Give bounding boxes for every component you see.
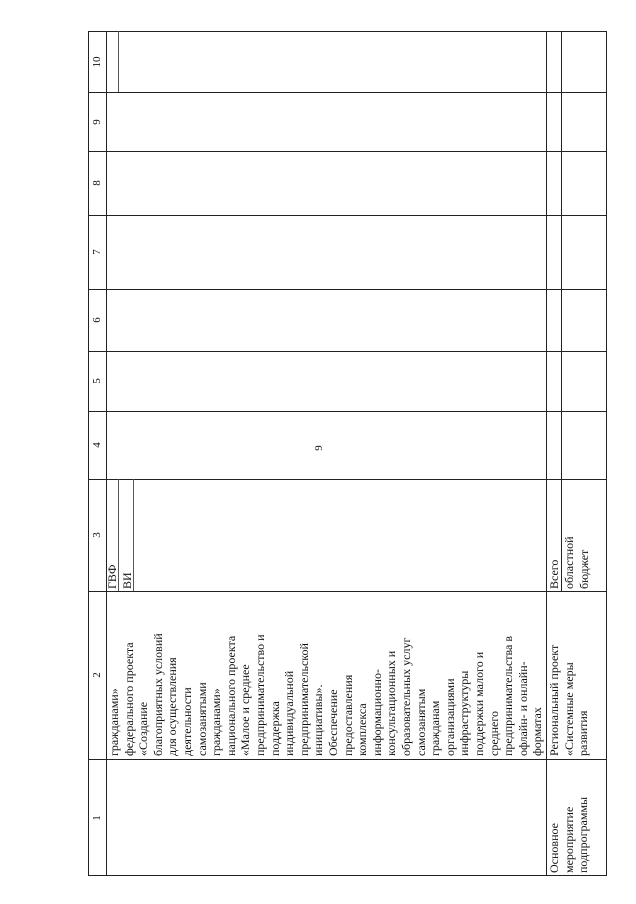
row1-col3-item: ГВФ — [105, 564, 119, 589]
row2-sub-sep — [561, 31, 562, 592]
page-number: 9 — [313, 445, 325, 451]
col-sep-4-5 — [88, 411, 607, 412]
row1-col2-line: информационно- — [369, 669, 384, 756]
row1-col2-line: инфраструктуры — [457, 670, 472, 756]
table-border-left-side — [88, 875, 607, 876]
row1-col2-line: гражданами» — [107, 688, 121, 756]
row2-col3-total: Всего — [547, 559, 561, 589]
header-col-8: 8 — [91, 180, 103, 186]
row2-col1-line: подпрограммы — [576, 796, 590, 873]
row2-col3-regional-budget: областной — [562, 536, 576, 589]
row1-col2-line: «Создание — [136, 701, 151, 756]
row1-col2-line: среднего — [486, 711, 501, 756]
row1-col2-line: Обеспечение — [326, 689, 340, 756]
header-col-1: 1 — [91, 815, 103, 821]
row1-col2-line: организациями — [442, 678, 457, 756]
row1-col2-line: образовательных услуг — [399, 637, 413, 756]
row1-col2-line: поддержки малого и — [472, 651, 486, 756]
row1-col2-line: предпринимательство и — [253, 634, 267, 756]
col-sep-8-9 — [88, 151, 607, 152]
col-sep-6-7 — [88, 289, 607, 290]
row1-col2-line: консультационных и — [384, 650, 399, 756]
row1-col2-line: деятельности — [180, 687, 194, 756]
row1-col2-line: федерального проекта — [121, 642, 136, 756]
row1-col2-line: офлайн- и онлайн- — [515, 661, 530, 756]
row1-col2-line: самозанятыми — [194, 682, 209, 756]
row1-col2-line: инициативы». — [311, 684, 326, 756]
header-col-9: 9 — [91, 119, 103, 125]
row1-col2-line: «Малое и среднее — [238, 664, 253, 756]
row1-col2-line: гражданами» — [209, 688, 224, 756]
row1-col2-line: для осуществления — [165, 657, 180, 756]
col-sep-2-3 — [88, 591, 607, 592]
row2-col2-line: развития — [576, 710, 590, 756]
row2-col2-line: Региональный проект — [547, 644, 561, 756]
row1-col2-line: индивидуальной — [282, 670, 297, 756]
header-col-3: 3 — [91, 532, 103, 538]
row1-col2-line: гражданам — [428, 700, 443, 756]
row1-col3-item: ВИ — [119, 572, 134, 589]
header-col-7: 7 — [91, 249, 103, 255]
row1-col2-line: предоставления — [340, 674, 355, 756]
col-sep-9-10 — [88, 92, 607, 93]
header-col-6: 6 — [91, 317, 103, 323]
header-col-10: 10 — [91, 56, 103, 68]
col-sep-3-4 — [88, 479, 607, 480]
header-col-4: 4 — [91, 442, 103, 448]
table-border-left — [88, 31, 89, 876]
row2-col1-line: Основное — [547, 823, 561, 873]
row1-col2-line: комплекса — [355, 703, 370, 756]
header-col-2: 2 — [91, 672, 103, 678]
col-sep-7-8 — [88, 215, 607, 216]
row1-col2-line: предпринимательства в — [501, 635, 516, 756]
row1-col2-line: национального проекта — [223, 635, 238, 756]
row2-col3-regional-budget: бюджет — [576, 549, 591, 589]
table-border-right-side — [88, 31, 607, 32]
row1-col2-line: благоприятных условий — [150, 633, 165, 756]
row1-col2-line: самозанятым — [413, 688, 428, 756]
row1-col2-line: предпринимательской — [296, 643, 311, 756]
table-border-right — [606, 31, 607, 876]
row2-col2-line: «Системные меры — [561, 662, 576, 756]
col10-subrow-sep-1 — [118, 31, 119, 92]
col-sep-1-2 — [88, 759, 607, 760]
row1-col2-line: поддержка — [267, 701, 282, 756]
row2-col1-line: мероприятие — [561, 806, 576, 873]
header-col-5: 5 — [91, 378, 103, 384]
col-sep-5-6 — [88, 351, 607, 352]
row1-col2-line: форматах — [530, 707, 545, 756]
